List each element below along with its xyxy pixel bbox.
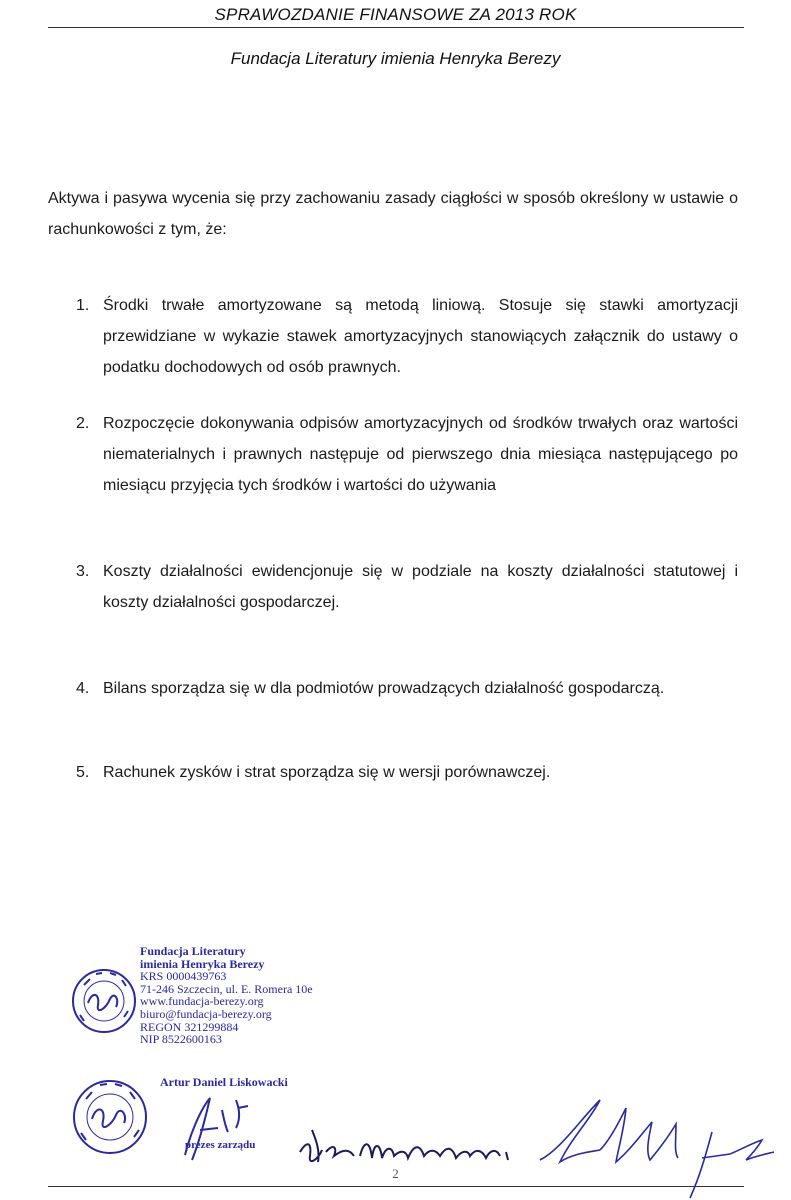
- list-item-number: 3.: [76, 563, 90, 580]
- stamp-address: 71-246 Szczecin, ul. E. Romera 10e: [140, 981, 313, 996]
- stamp-text: [140, 945, 340, 1046]
- foundation-subtitle: Fundacja Literatury imienia Henryka Berezy: [230, 49, 561, 68]
- list-item-text: Rozpoczęcie dokonywania odpisów amortyzacyjnych od środków trwałych oraz wartości niematerialnych i prawnych następuje od pierwszego dnia miesiąca następującego po miesiącu przyjęcia tych środków i wartości do używania: [103, 415, 738, 494]
- stamp-regon: REGON 321299884: [140, 1019, 239, 1034]
- officer-role: prezes zarządu: [185, 1139, 256, 1151]
- foundation-stamp: [70, 945, 330, 1065]
- stamp-name-line1: Fundacja Literatury: [140, 944, 246, 958]
- stamp-nip: NIP 8522600163: [140, 1032, 222, 1047]
- list-item-number: 2.: [76, 415, 90, 432]
- stamp-email: biuro@fundacja-berezy.org: [140, 1006, 272, 1021]
- stamp-website: www.fundacja-berezy.org: [140, 994, 264, 1009]
- header-divider: [48, 27, 744, 28]
- list-item-text: Rachunek zysków i strat sporządza się w wersji porównawczej.: [103, 764, 551, 781]
- footer-divider: [48, 1186, 744, 1187]
- list-item-number: 5.: [76, 764, 90, 781]
- stamp-name-line2: imienia Henryka Berezy: [140, 956, 265, 971]
- foundation-seal-icon: [70, 965, 138, 1037]
- signatures: [0, 1080, 791, 1200]
- signature-2-icon: [300, 1130, 508, 1162]
- list-item-number: 1.: [76, 297, 90, 314]
- list-item-number: 4.: [76, 680, 90, 697]
- intro-paragraph: Aktywa i pasywa wycenia się przy zachowaniu zasady ciągłości w sposób określony w ustawie o rachunkowości z tym, że:: [48, 190, 738, 238]
- stamp-krs: KRS 0000439763: [140, 969, 227, 984]
- list-item-text: Koszty działalności ewidencjonuje się w podziale na koszty działalności statutowej i koszty działalności gospodarczej.: [103, 563, 738, 611]
- officer-name: Artur Daniel Liskowacki: [160, 1075, 288, 1089]
- document-title: SPRAWOZDANIE FINANSOWE ZA 2013 ROK: [214, 5, 577, 24]
- list-item-text: Środki trwałe amortyzowane są metodą liniową. Stosuje się stawki amortyzacji przewidziane w wykazie stawek amortyzacyjnych stanowiących załącznik do ustawy o podatku dochodowych od osób prawnych.: [103, 297, 738, 376]
- page-number: 2: [392, 1166, 399, 1181]
- list-item-text: Bilans sporządza się w dla podmiotów prowadzących działalność gospodarczą.: [103, 680, 665, 697]
- signature-1-icon: [185, 1098, 248, 1160]
- signature-3-icon: [540, 1100, 774, 1198]
